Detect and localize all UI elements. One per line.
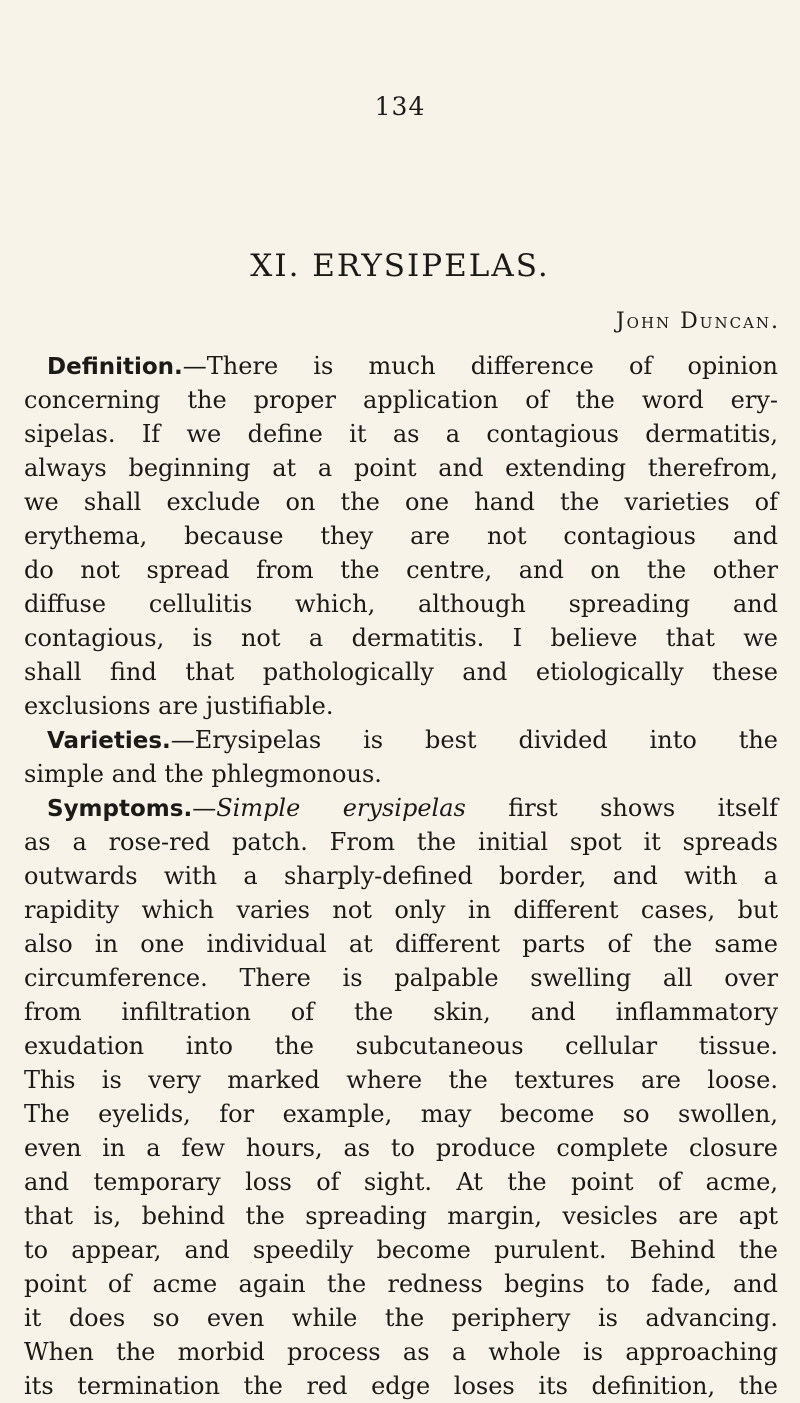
- text-line: we shall exclude on the one hand the varieties of: [24, 488, 778, 516]
- text-line: its termination the red edge loses its definition, the: [24, 1372, 778, 1400]
- text-line: outwards with a sharply-defined border, and with a: [24, 862, 778, 890]
- text-line: simple and the phlegmonous.: [24, 760, 382, 788]
- varieties-line: Varieties.—Erysipelas is best divided into the: [47, 726, 778, 754]
- definition-heading: Definition.: [47, 354, 183, 380]
- text-line: always beginning at a point and extending therefrom,: [24, 454, 778, 482]
- text-line: it does so even while the periphery is advancing.: [24, 1304, 778, 1332]
- text-line: circumference. There is palpable swelling all over: [24, 964, 778, 992]
- symptoms-heading: Symptoms.: [47, 796, 193, 822]
- text-line: erythema, because they are not contagious and: [24, 522, 778, 550]
- text-line: sipelas. If we define it as a contagious dermatitis,: [24, 420, 778, 448]
- text-line: also in one individual at different parts of the same: [24, 930, 778, 958]
- text-line: even in a few hours, as to produce complete closure: [24, 1134, 778, 1162]
- text-line: as a rose-red patch. From the initial spot it spreads: [24, 828, 778, 856]
- text-line: The eyelids, for example, may become so swollen,: [24, 1100, 778, 1128]
- symptoms-line: Symptoms.—Simple erysipelas first shows itself: [47, 794, 779, 822]
- varieties-heading: Varieties.: [47, 728, 171, 754]
- body-text: [24, 349, 778, 1403]
- text-line: that is, behind the spreading margin, vesicles are apt: [24, 1202, 778, 1230]
- author-name: John Duncan.: [615, 309, 780, 334]
- text-line: When the morbid process as a whole is approaching: [24, 1338, 778, 1366]
- text-line: contagious, is not a dermatitis. I believe that we: [24, 624, 778, 652]
- definition-line: Definition.—There is much difference of opinion: [47, 352, 778, 380]
- text-line: to appear, and speedily become purulent. Behind the: [24, 1236, 778, 1264]
- chapter-title: XI. ERYSIPELAS.: [250, 248, 550, 284]
- text-line: rapidity which varies not only in different cases, but: [24, 896, 778, 924]
- text-line: concerning the proper application of the word ery-: [24, 386, 778, 414]
- text-line: point of acme again the redness begins to fade, and: [24, 1270, 778, 1298]
- text-line: This is very marked where the textures are loose.: [24, 1066, 778, 1094]
- text-line: diffuse cellulitis which, although spreading and: [24, 590, 778, 618]
- text-line: do not spread from the centre, and on the other: [24, 556, 778, 584]
- text-line: and temporary loss of sight. At the point of acme,: [24, 1168, 778, 1196]
- text-line: exudation into the subcutaneous cellular tissue.: [24, 1032, 778, 1060]
- page-number: 134: [374, 92, 426, 121]
- text-line: exclusions are justifiable.: [24, 692, 334, 720]
- text-line: shall find that pathologically and etiologically these: [24, 658, 778, 686]
- simple-erysipelas-italic: Simple erysipelas: [216, 794, 466, 822]
- text-line: from infiltration of the skin, and inflammatory: [24, 998, 778, 1026]
